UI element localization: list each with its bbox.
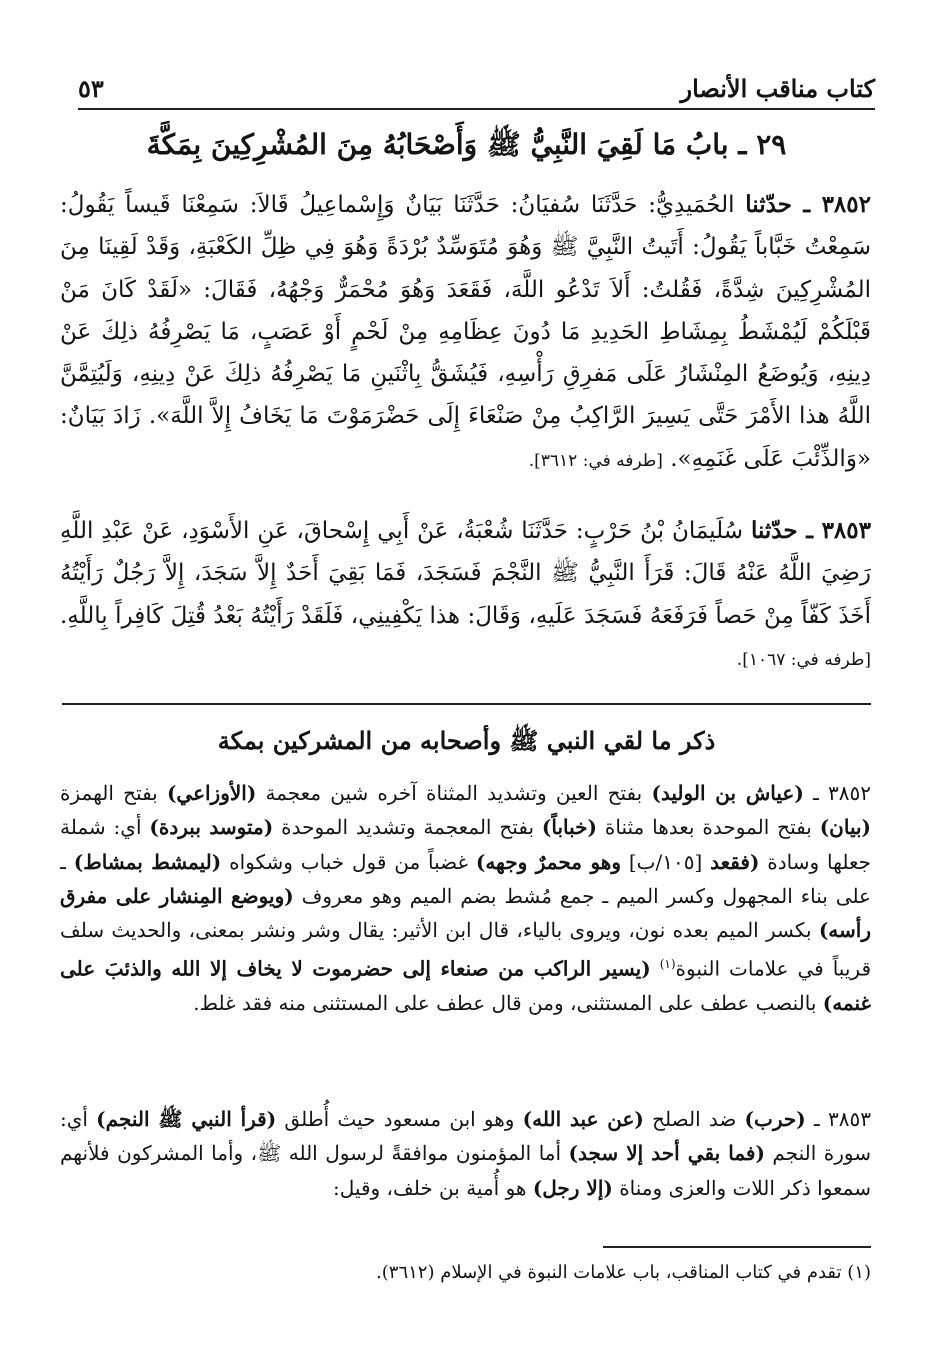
hadith-3852 [60,184,871,482]
quoted-term: (الأوزاعي) [166,781,257,805]
quoted-term: (قرأ النبي ﷺ النجم) [96,1107,277,1131]
commentary-text: أي: شملة جعلها وسادة [60,815,871,874]
quoted-term: (ويوضع المِنشار على مفرق رأسه) [60,883,871,943]
quoted-term: (خباباً) [541,815,597,840]
quoted-term: وهو محمرٌ وجهه) [475,849,621,874]
hadith-3853-number: ٣٨٥٣ ـ حدّثنا [750,517,871,544]
page-number: ٥٣ [78,74,104,103]
quoted-term: (حرب) [744,1107,806,1131]
commentary-text: ـ على بناء المجهول وكسر الميم ـ جمع مُشط بضم الميم وهو معروف [60,849,871,908]
footnote: (١) تقدم في كتاب المناقب، باب علامات النبوة في الإسلام (٣٦١٢). [376,1262,871,1283]
commentary-text: ٣٨٥٢ ـ [803,781,871,805]
commentary-text: ٣٨٥٣ ـ [805,1107,871,1131]
commentary-text: غضباً من قول خباب وشكواه [221,849,476,874]
commentary-paragraph-3853 [60,1102,871,1205]
hadith-3853-text: سُلَيمَانُ بْنُ حَرْبٍ: حَدَّثَنَا شُعْبَةُ، عَنْ أَبِي إِسْحاقَ، عَنِ الأَسْوَدِ، عَنْ عَبْدِ اللَّهِ رَضِيَ اللَّهُ عَنْهُ قَالَ: قَرَأَ النَّبِيُّ ﷺ النَّجْمَ فَسَجَدَ، فَمَا بَقِيَ أَحَدٌ إِلاَّ سَجَدَ، إِلاَّ رَجُلٌ رَأَيْتُهُ أَخَذَ كَفّاً مِنْ حَصاً فَرَفَعَهُ فَسَجَدَ عَلَيهِ، وَقَالَ: هذا يَكْفِينِي، فَلَقَدْ رَأَيْتُهُ بَعْدُ قُتِلَ كَافِراً بِاللَّهِ. [60,518,871,629]
quoted-term: (عن عبد الله) [522,1107,644,1131]
chapter-title: ٢٩ ـ بابُ مَا لَقِيَ النَّبِيُّ ﷺ وَأَصْحَابُهُ مِنَ المُشْرِكِينَ بِمَكَّةَ [146,128,787,161]
quoted-term: (يسير الراكب من صنعاء إلى حضرموت لا يخاف إلا الله والذئبَ على غنمه) [60,957,871,1016]
commentary-paragraph-3852 [60,776,871,1021]
footnote-marker: (١) [659,957,676,972]
commentary-text: ضد الصلح [643,1107,745,1131]
quoted-term: (فقعد [710,849,760,874]
commentary-title: ذكر ما لقي النبي ﷺ وأصحابه من المشركين بمكة [217,726,716,755]
commentary-text: بكسر الميم بعده نون، ويروى بالياء، قال ابن الأثير: يقال وشر ونشر بمعنى، والحديث سلف قريباً في علامات النبوة [60,918,872,982]
commentary-text: [١٠٥/ب] [620,849,711,874]
commentary-text: بفتح الهمزة [60,781,167,805]
hadith-3852-text: الحُمَيدِيُّ: حَدَّثَنَا سُفيَانُ: حَدَّثَنَا بَيَانٌ وَإِسْماعِيلُ قَالاَ: سَمِعْنَا قَيساً يَقُولُ: سَمِعْتُ خَبَّاباً يَقُولُ: أَتَيتُ النَّبِيَّ ﷺ وَهُوَ مُتَوَسِّدٌ بُرْدَةً وَهُوَ فِي ظِلِّ الكَعْبَةِ، وَقَدْ لَقِينَا مِنَ المُشْرِكِينَ شِدَّةً، فَقُلتُ: أَلاَ تَدْعُو اللَّهَ، فَقَعَدَ وَهُوَ مُحْمَرٌّ وَجْهُهُ، فَقَالَ: «لَقَدْ كَانَ مَنْ قَبْلَكُمْ لَيُمْشَطُ بِمِشَاطِ الحَدِيدِ مَا دُونَ عِظَامِهِ مِنْ لَحْمٍ أَوْ عَصَبٍ، مَا يَصْرِفُهُ ذلِكَ عَنْ دِينِهِ، وَيُوضَعُ المِنْشَارُ عَلَى مَفرِقِ رَأْسِهِ، فَيُشَقُّ بِاثْنَينِ مَا يَصْرِفُهُ ذلِكَ عَنْ دِينِهِ، وَلَيُتِمَّنَّ اللَّهُ هذا الأَمْرَ حَتَّى يَسِيرَ الرَّاكِبُ مِنْ صَنْعَاءَ إِلَى حَضْرَمَوْتَ مَا يَخَافُ إِلاَّ اللَّهَ». زَادَ بَيَانٌ: «وَالذِّئْبَ عَلَى غَنَمِهِ». [60,192,871,472]
quoted-term: (إلا رجل) [532,1175,613,1200]
footnote-divider [603,1246,871,1248]
commentary-text [651,957,660,981]
quoted-term: (بيان) [819,815,872,840]
commentary-text: بفتح المعجمة وتشديد الموحدة [273,815,542,840]
quoted-term: (عياش بن الوليد) [651,781,804,805]
commentary-text: أي: سورة النجم [60,1107,871,1166]
running-book-title: كتاب مناقب الأنصار [680,74,875,103]
hadith-3852-number: ٣٨٥٢ ـ حدّثنا [745,191,871,218]
hadith-3853-reference: [طرفه في: ١٠٦٧]. [736,649,871,670]
section-divider [62,703,871,705]
page-header [78,70,875,110]
quoted-term: (متوسد ببردة) [149,815,274,840]
commentary-text: بفتح الموحدة بعدها مثناة [596,815,820,840]
quoted-term: (ليمشط بمشاط) [73,849,222,874]
quoted-term: (فما بقي أحد إلا سجد) [568,1141,765,1166]
commentary-text: أما المؤمنون موافقةً لرسول الله ﷺ، وأما المشركون فلأنهم سمعوا ذكر اللات والعزى ومناة [60,1141,871,1200]
hadith-3852-reference: [طرفه في: ٣٦١٢]. [528,450,663,471]
commentary-text: وهو ابن مسعود حيث أُطلق [276,1107,523,1131]
hadith-3853 [60,510,871,681]
commentary-text: بفتح العين وتشديد المثناة آخره شين معجمة [256,781,652,805]
commentary-text: بالنصب عطف على المستثنى، ومن قال عطف على المستثنى منه فقد غلط. [193,991,823,1016]
commentary-text: هو أُمية بن خلف، وقيل: [333,1175,533,1200]
